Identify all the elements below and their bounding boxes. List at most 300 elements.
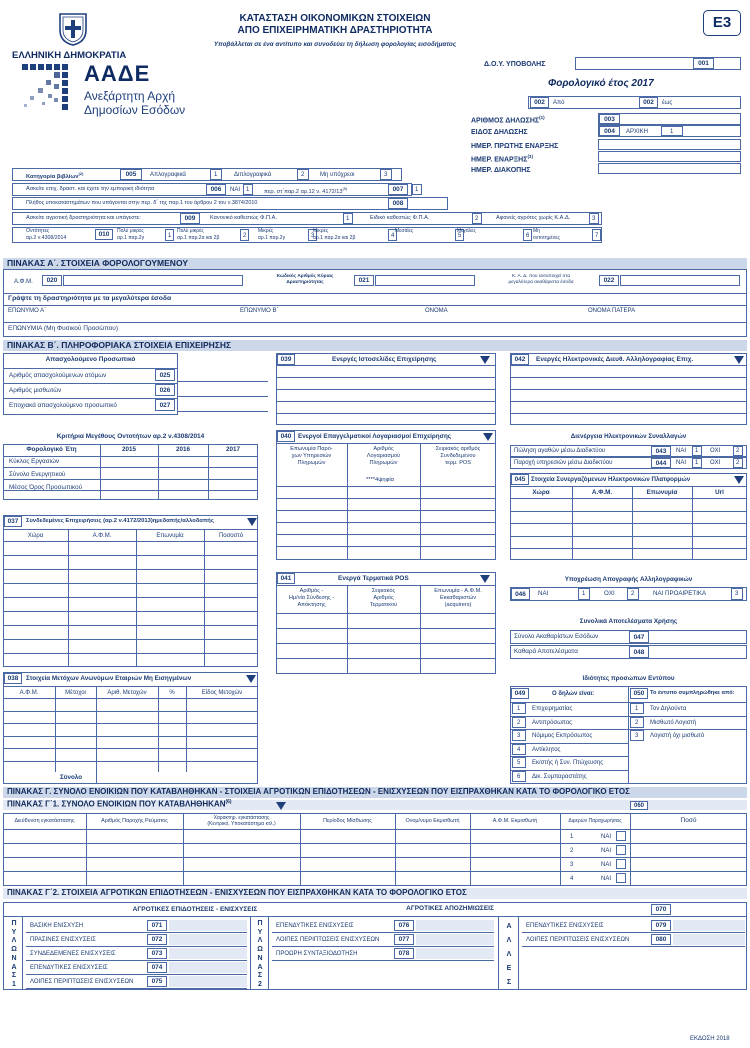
declarant-opt-num: 5 [517, 760, 521, 766]
declarant-opt-num: 1 [517, 706, 521, 712]
rule-h [3, 686, 258, 687]
pillar1-code: 073 [147, 948, 167, 959]
size-row-label: Μέσος Όρος Προσωπικού [9, 484, 83, 491]
kad2-label-2: μεγαλύτερα ακαθάριστα έσοδα [508, 280, 574, 285]
size-row-label: Κύκλος Εργασιών [9, 458, 60, 465]
platforms-header: Α.Φ.Μ. [591, 489, 613, 496]
doy-label: Δ.Ο.Υ. ΥΠΟΒΟΛΗΣ [484, 61, 546, 68]
activity-label: Γράψτε τη δραστηριότητα με τα μεγαλύτερα έσοδα [8, 295, 172, 302]
surname-a-label: ΕΠΩΝΥΜΟ Α΄ [8, 308, 47, 314]
pillar1-field[interactable] [169, 934, 247, 945]
declarant-opt-num: 2 [517, 719, 521, 726]
shareholders-sum-label: Σύνολο [60, 774, 83, 781]
other-letter: Σ [506, 979, 512, 986]
rule-h [3, 871, 747, 872]
pillar1-code: 072 [147, 934, 167, 945]
filler-opt-label: Λογιστή όχι μισθωτό [650, 733, 705, 739]
table-g1-dropdown-icon[interactable] [276, 802, 286, 810]
first-start-label: ΗΜΕΡ. ΠΡΩΤΗΣ ΕΝΑΡΞΗΣ [471, 143, 559, 150]
table-g2-title: ΠΙΝΑΚΑΣ Γ΄2. ΣΤΟΙΧΕΙΑ ΑΓΡΟΤΙΚΩΝ ΕΠΙΔΟΤΗΣΕΩΝ - ΕΝΙΣΧΥΣΕΩΝ ΠΟΥ ΕΙΣΠΡΑΧΘΗΚΑΝ ΚΑΤΑ ΤΟ ΦΟΡΟΛΟΓΙΚΟ ΕΤΟΣ [7, 888, 467, 897]
staff-row-label: Αριθμός απασχολούμενων ατόμων [9, 372, 107, 379]
pillar2-letter: Σ [257, 972, 263, 980]
r010-opt-label: Μεγάλες [457, 228, 476, 234]
staff-title: Απασχολούμενο Προσωπικό [45, 356, 136, 363]
accounts-code: 040 [277, 431, 295, 442]
pillar1-letter: Υ [11, 928, 17, 936]
ecom-no-label: ΟΧΙ [710, 448, 721, 454]
agency-name-line1: Ανεξάρτητη Αρχή [84, 89, 176, 103]
rule-h [3, 857, 747, 858]
form-title-2: ΑΠΟ ΕΠΙΧΕΙΡΗΜΑΤΙΚΗ ΔΡΑΣΤΗΡΙΟΤΗΤΑ [237, 25, 433, 36]
rule-v [158, 444, 159, 500]
rule-h [26, 932, 247, 933]
results-row-code: 048 [629, 646, 649, 658]
rule-v [22, 916, 23, 990]
afm-label: Α.Φ.Μ. [14, 279, 33, 285]
staff-row-label: Εποχιακά απασχολούμενο προσωπικό [9, 402, 117, 409]
rule-h [510, 413, 747, 414]
rule-h [510, 486, 747, 487]
accounts-header: Συνδεδεμένου [440, 453, 476, 459]
r010-code: 010 [95, 229, 113, 240]
rule-h [3, 761, 258, 762]
rent-row-checkbox[interactable] [616, 831, 626, 841]
ecom-yes-num: 1 [695, 448, 699, 454]
rule-h [510, 770, 628, 771]
agency-logo-text: ΑΑΔΕ [84, 61, 151, 86]
pos-header: Αριθμός [373, 595, 394, 601]
other-label: ΛΟΙΠΕΣ ΠΕΡΙΠΤΩΣΕΙΣ ΕΝΙΣΧΥΣΕΩΝ [526, 937, 630, 943]
books-opt-2: Διπλογραφικά [234, 172, 272, 178]
rule-h [510, 389, 747, 390]
r009-opt-3: Αφανείς αγρότες χωρίς Κ.Α.Δ. [496, 215, 571, 221]
period-to-code: 002 [639, 97, 658, 108]
ecom-no-label: ΟΧΙ [710, 460, 721, 466]
pillar2-label: ΛΟΙΠΕΣ ΠΕΡΙΠΤΩΣΕΙΣ ΕΝΙΣΧΥΣΕΩΝ [276, 937, 380, 943]
filler-opt-num: 1 [635, 706, 639, 712]
r007-code: 007 [388, 184, 408, 195]
books-opt-3-num: 3 [384, 172, 388, 178]
kad-label-1: Κωδικός Αριθμός Κύριας [276, 274, 334, 279]
decl-type-value: ΑΡΧΙΚΗ [626, 129, 649, 135]
rule-h [276, 643, 496, 644]
linked-header: Χώρα [27, 533, 44, 539]
rent-header: Διμερών Παραχωρήσεις [568, 818, 622, 824]
r007-one: 1 [415, 187, 419, 193]
period-from-field[interactable] [566, 97, 636, 108]
rule-v [420, 585, 421, 674]
pillar1-letter: Λ [11, 937, 17, 945]
rule-h [276, 585, 496, 586]
rent-row-num: 4 [570, 876, 574, 882]
rule-v [300, 813, 301, 886]
rule-v [136, 529, 137, 667]
r009-opt-1-num: 1 [346, 216, 350, 222]
declarant-opt-label: Αντιπρόσωπος [532, 719, 573, 726]
pos-header: Σειριακός [371, 588, 396, 594]
rent-header: (Κεντρικό, Υποκατάστημα κτλ.) [207, 821, 276, 827]
rent-header: Διεύθυνση εγκατάστασης [14, 818, 75, 824]
table-g1-code: 060 [630, 801, 648, 810]
rule-h [3, 529, 258, 530]
filler-opt-num: 2 [635, 719, 639, 726]
period-from-label: Από [553, 100, 565, 106]
pillar2-letter: Υ [257, 928, 263, 936]
linked-title: Συνδεδεμένες Επιχειρήσεις (αρ.2 ν.4172/2013)ημεδαπής/αλλοδαπής [26, 518, 214, 524]
rule-h [3, 467, 258, 468]
start-field[interactable] [598, 151, 741, 162]
linked-header: Ποσοστό [218, 533, 244, 539]
accounts-dropdown-icon[interactable] [483, 433, 493, 441]
rent-row-checkbox[interactable] [616, 873, 626, 883]
other-letter: Λ [506, 951, 512, 958]
pos-header: Απόκτησης [297, 602, 326, 608]
inventory-opt-num: 1 [582, 591, 586, 597]
size-header: 2015 [121, 446, 136, 453]
rule-v [498, 916, 499, 990]
rule-h [522, 932, 745, 933]
pillar1-code: 071 [147, 920, 167, 931]
pillar2-label: ΕΠΕΝΔΥΤΙΚΕΣ ΕΝΙΣΧΥΣΕΙΣ [276, 923, 354, 929]
pillar2-field[interactable] [416, 934, 494, 945]
pillar2-field[interactable] [416, 920, 494, 931]
rule-v [470, 813, 471, 886]
rent-row-yes: ΝΑΙ [601, 834, 612, 840]
rule-v [68, 529, 69, 667]
staff-row-code: 025 [155, 369, 175, 381]
rule-h [510, 401, 747, 402]
declarant-opt-num: 4 [517, 746, 521, 753]
platforms-title: Στοιχεία Συνεργαζόμενων Ηλεκτρονικών Πλατφορμών [531, 476, 691, 483]
r010-opt-label: Μικρές [313, 228, 329, 234]
other-letter: Ε [506, 965, 512, 972]
r010-opt-sublabel: αρ.1 παρ.2γ [117, 235, 145, 241]
shareholders-header: % [169, 690, 175, 696]
rule-h [276, 510, 496, 511]
kad2-label-1: Κ. Α. Δ. που αντιστοιχεί στα [511, 274, 571, 279]
declarant-opt-num: 6 [517, 773, 521, 780]
rule-h [3, 843, 747, 844]
websites-code: 039 [277, 354, 295, 365]
declarant-opt-label: Εκ/στής ή Συν. Πτώχευσης [532, 760, 604, 766]
accounts-header: χων Υπηρεσιών [291, 453, 332, 459]
g2-sub2: ΑΓΡΟΤΙΚΕΣ ΑΠΟΖΗΜΙΩΣΕΙΣ [406, 905, 494, 912]
pillar1-field[interactable] [169, 920, 247, 931]
rule-v [183, 813, 184, 886]
pillar1-letter: Ν [11, 954, 17, 962]
pillar1-letter: Α [11, 963, 17, 971]
size-header: Φορολογικό Έτη [26, 446, 77, 453]
rule-h [272, 946, 494, 947]
pillar2-letter: Π [257, 920, 263, 927]
name-label: ΟΝΟΜΑ [425, 308, 448, 314]
r009-opt-2: Ειδικό καθεστώς Φ.Π.Α. [370, 215, 430, 221]
rent-row-num: 1 [570, 834, 574, 840]
pos-header: (acquirers) [444, 602, 472, 608]
kad2-code: 022 [599, 275, 619, 286]
declarant-opt-label: Επιχειρηματίας [532, 706, 573, 712]
table-a-title: ΠΙΝΑΚΑΣ Α΄. ΣΤΟΙΧΕΙΑ ΦΟΡΟΛΟΓΟΥΜΕΝΟΥ [7, 258, 188, 268]
r010-opt-label: Πολύ μικρές [177, 228, 204, 234]
rule-h [276, 522, 496, 523]
pos-header: Ημ/νία Σύνδεσης - [288, 595, 335, 601]
ecom-row-label: Παροχή υπηρεσιών μέσω Διαδικτύου [514, 460, 613, 466]
r010-opt-label: Μη [533, 228, 540, 234]
rule-h [3, 398, 178, 399]
rule-h [3, 368, 178, 369]
emails-code: 042 [511, 354, 529, 365]
staff-row-code: 027 [155, 399, 175, 411]
filler-code: 050 [630, 688, 648, 699]
rule-h [26, 988, 247, 989]
shareholders-dropdown-icon[interactable] [246, 675, 256, 683]
doy-code: 001 [693, 58, 714, 69]
inventory-opt-label: ΝΑΙ [538, 590, 549, 597]
platforms-header: Url [715, 489, 724, 496]
inventory-opt-label: ΝΑΙ ΠΡΟΑΙΡΕΤΙΚΑ [653, 590, 707, 597]
rule-v [347, 443, 348, 560]
ecom-yes-num: 1 [695, 460, 699, 466]
rule-v [347, 585, 348, 674]
agency-logo-icon [18, 60, 76, 118]
pos-header: Τερματικού [369, 602, 398, 608]
surname-b-label: ΕΠΩΝΥΜΟ Β΄ [240, 308, 279, 314]
agency-name-line2: Δημοσίων Εσόδων [84, 103, 186, 117]
emails-dropdown-icon[interactable] [734, 356, 744, 364]
r006-ref: περ. στ΄παρ.2 αρ.12 ν. 4172/13$^{(5)}$ [264, 186, 348, 195]
filler-opt-num: 3 [635, 733, 639, 739]
declarant-title: Ο δηλών είναι: [552, 691, 595, 697]
rule-h [276, 613, 496, 614]
ecom-title: Διενέργεια Ηλεκτρονικών Συναλλαγών [570, 433, 687, 440]
other-letter: Α [506, 923, 512, 930]
rule-h [510, 365, 747, 366]
rule-h [3, 653, 258, 654]
other-letter: Λ [506, 937, 512, 944]
rule-h [3, 456, 258, 457]
platforms-header: Επωνυμία [646, 489, 678, 496]
rule-h [510, 756, 628, 757]
ecom-row-code: 043 [651, 446, 671, 456]
decl-type-num: 1 [670, 129, 674, 135]
period-to-field[interactable] [675, 97, 739, 108]
rent-row-checkbox[interactable] [616, 859, 626, 869]
pillar2-code: 076 [394, 920, 414, 931]
rule-h [510, 511, 747, 512]
pillar1-code: 074 [147, 962, 167, 973]
ecom-yes-label: ΝΑΙ [676, 460, 687, 466]
other-code: 080 [651, 934, 671, 945]
rent-header: Χαρακτηρ. εγκατάστασης [213, 815, 270, 821]
staff-row-field[interactable] [178, 384, 268, 397]
pillar2-letter: 2 [258, 980, 262, 988]
period-to-label: έως [662, 100, 673, 106]
ecom-no-num: 2 [736, 460, 740, 466]
accounts-header: Αριθμός [373, 446, 394, 452]
rule-h [510, 548, 747, 549]
declarant-opt-label: Αντίκλητος [532, 746, 561, 753]
declarant-code: 049 [511, 688, 529, 699]
r010-opt-sublabel: οντοτημένες [533, 235, 560, 241]
accounts-header: Επωνυμία Παρό- [290, 446, 333, 452]
inventory-title: Υποχρέωση Απογραφής Αλληλογραφικών [564, 576, 693, 583]
pos-code: 041 [277, 573, 295, 584]
rule-h [510, 743, 628, 744]
doy-field[interactable] [575, 57, 741, 70]
r010-opt-sublabel: αρ.1 παρ.2α και 2β [313, 235, 356, 241]
rule-h [510, 523, 747, 524]
rule-h [276, 389, 496, 390]
r009-opt-1: Κανονικό καθεστώς Φ.Π.Α. [210, 215, 277, 221]
r009-label: Ασκείτε αγροτική δραστηριότητα και υπάγεστε: [26, 215, 141, 221]
rule-h [3, 569, 258, 570]
rule-h [628, 702, 747, 703]
end-field[interactable] [598, 163, 741, 174]
table-c-title: ΠΙΝΑΚΑΣ Γ. ΣΥΝΟΛΟ ΕΝΟΙΚΙΩΝ ΠΟΥ ΚΑΤΑΒΛΗΘΗΚΑΝ - ΣΤΟΙΧΕΙΑ ΑΓΡΟΤΙΚΩΝ ΕΠΙΔΟΤΗΣΕΩΝ - ΕΝΙΣΧΥΣΕΩΝ ΠΟΥ ΕΙΣΠΡΑΧΘΗΚΑΝ ΚΑΤΑ ΤΟ ΦΟΡΟΛΟΓΙΚΟ ΕΤΟΣ [7, 787, 630, 796]
rule-h [3, 597, 258, 598]
rule-h [26, 946, 247, 947]
books-label: Κατηγορία βιβλίων$^{(2)}$ [26, 171, 84, 180]
shareholders-header: Είδος Μετοχών [201, 690, 243, 696]
rule-v [204, 529, 205, 667]
pillar1-label: ΣΥΝΔΕΔΕΜΕΝΕΣ ΕΝΙΣΧΥΣΕΙΣ [30, 951, 116, 957]
ecom-no-num: 2 [736, 448, 740, 454]
staff-row-field[interactable] [178, 369, 268, 382]
rule-h [276, 628, 496, 629]
websites-dropdown-icon[interactable] [480, 356, 490, 364]
rule-v [100, 444, 101, 500]
rule-v [518, 916, 519, 990]
rule-h [3, 723, 258, 724]
rule-h [26, 960, 247, 961]
platforms-dropdown-icon[interactable] [734, 476, 744, 484]
form-subtitle: Υποβάλλεται σε ένα αντίτυπο και συνοδεύει τη δήλωση φορολογίας εισοδήματος [213, 41, 457, 48]
r010-label-1: Οντότητες [26, 228, 50, 234]
pos-header: Εκκαθαριστών [439, 595, 476, 601]
pillar1-field[interactable] [169, 948, 247, 959]
edition: ΕΚΔΟΣΗ 2018 [690, 1036, 730, 1042]
pillar2-label: ΠΡΟΩΡΗ ΣΥΝΤΑΞΙΟΔΟΤΗΣΗ [276, 951, 358, 957]
rule-h [276, 413, 496, 414]
pos-header: Επωνυμία - Α.Φ.Μ. [434, 588, 482, 594]
rule-h [3, 541, 258, 542]
r008-code: 008 [388, 198, 408, 209]
pillar2-letter: Α [257, 963, 263, 971]
kad-field[interactable] [375, 275, 475, 286]
kad-label-2: Δραστηριότητας [286, 280, 324, 285]
results-row-field[interactable] [650, 631, 745, 643]
shareholders-box [3, 672, 258, 784]
linked-header: Επωνυμία [156, 533, 184, 539]
owner-title: Ιδιότητες προσώπων Εντύπου [582, 675, 675, 682]
org-line: ΕΛΛΗΝΙΚΗ ΔΗΜΟΚΡΑΤΙΑ [12, 50, 127, 61]
inventory-code: 046 [511, 588, 530, 600]
g2-total-code: 070 [651, 904, 671, 915]
form-title-1: ΚΑΤΑΣΤΑΣΗ ΟΙΚΟΝΟΜΙΚΩΝ ΣΤΟΙΧΕΙΩΝ [239, 13, 431, 24]
r010-opt-num: 4 [391, 233, 395, 239]
rule-v [420, 443, 421, 560]
kad2-field[interactable] [620, 275, 740, 286]
rule-h [276, 365, 496, 366]
table-g1-title: ΠΙΝΑΚΑΣ Γ΄1. ΣΥΝΟΛΟ ΕΝΟΙΚΙΩΝ ΠΟΥ ΚΑΤΑΒΛΗΘΗΚΑΝ$^{(6)}$ [7, 799, 232, 809]
first-start-field[interactable] [598, 139, 741, 150]
pos-header: Αριθμός - [299, 588, 324, 594]
linked-dropdown-icon[interactable] [247, 518, 257, 526]
pillar1-field[interactable] [169, 976, 247, 987]
rule-v [268, 916, 269, 990]
filler-opt-label: Τον Δηλούντα [650, 706, 687, 712]
rule-v [250, 916, 251, 990]
rent-header: Ονομ/νυμο Εκμισθωτή [405, 818, 460, 824]
rule-h [510, 702, 628, 703]
rule-h [3, 736, 258, 737]
r008-label: Πλήθος υποκαταστημάτων που υπάγονται στην περ. δ΄ της παρ.1 του άρθρου 2 του ν.3874/2010 [26, 200, 258, 206]
rule-h [3, 583, 258, 584]
rule-h [272, 932, 494, 933]
accounts-header: Λογαριασμού [366, 453, 401, 459]
rent-header: Περίοδος Μίσθωσης [323, 818, 372, 824]
staff-row-code: 026 [155, 384, 175, 396]
pos-dropdown-icon[interactable] [480, 575, 490, 583]
rule-h [510, 498, 747, 499]
rent-row-checkbox[interactable] [616, 845, 626, 855]
end-label: ΗΜΕΡ. ΔΙΑΚΟΠΗΣ [471, 167, 531, 174]
rule-h [276, 443, 496, 444]
pillar2-letter: Λ [257, 937, 263, 945]
rule-h [276, 377, 496, 378]
pillar2-letter: Ω [257, 946, 263, 954]
kad-code: 021 [354, 275, 374, 286]
afm-field[interactable] [63, 275, 243, 286]
pillar1-label: ΠΡΑΣΙΝΕΣ ΕΝΙΣΧΥΣΕΙΣ [30, 937, 96, 943]
books-opt-1: Απλογραφικά [150, 172, 186, 178]
other-field[interactable] [673, 920, 745, 931]
start-label: ΗΜΕΡ. ΕΝΑΡΞΗΣ$^{(3)}$ [471, 154, 533, 164]
rule-h [276, 498, 496, 499]
ecom-yes-label: ΝΑΙ [676, 448, 687, 454]
rule-h [628, 716, 747, 717]
rule-h [276, 401, 496, 402]
afm-code: 020 [42, 275, 62, 286]
inventory-opt-num: 3 [735, 591, 739, 597]
r009-code: 009 [180, 213, 200, 224]
shareholders-header: Αριθ. Μετοχών [107, 690, 147, 696]
rule-h [510, 377, 747, 378]
pillar2-code: 078 [394, 948, 414, 959]
rule-v [395, 813, 396, 886]
rule-v [630, 813, 631, 886]
size-title: Κριτήρια Μεγέθους Οντοτήτων αρ.2 ν.4308/2014 [56, 433, 205, 440]
period-from-code: 002 [530, 97, 549, 108]
platforms-header: Χώρα [532, 489, 550, 496]
ecom-row-label: Πώληση αγαθών μέσω Διαδικτύου [514, 448, 606, 454]
g2-sub1: ΑΓΡΟΤΙΚΕΣ ΕΠΙΔΟΤΗΣΕΙΣ - ΕΝΙΣΧΥΣΕΙΣ [132, 906, 258, 913]
results-row-label: Καθαρά Αποτελέσματα [514, 648, 578, 655]
ecom-row-code: 044 [651, 458, 671, 468]
shareholders-header: Α.Φ.Μ. [19, 690, 39, 696]
form-code-badge: E3 [703, 10, 741, 36]
rule-h [522, 946, 745, 947]
pos-title: Ενεργά Τερματικά POS [338, 575, 409, 582]
staff-row-field[interactable] [178, 399, 268, 412]
rent-header: Αριθμός Παροχής Ρεύματος [101, 818, 168, 824]
rent-row-num: 2 [570, 848, 574, 854]
rule-v [96, 772, 97, 784]
pillar2-field[interactable] [416, 948, 494, 959]
pillar1-field[interactable] [169, 962, 247, 973]
other-field[interactable] [673, 934, 745, 945]
results-row-field[interactable] [650, 646, 745, 658]
